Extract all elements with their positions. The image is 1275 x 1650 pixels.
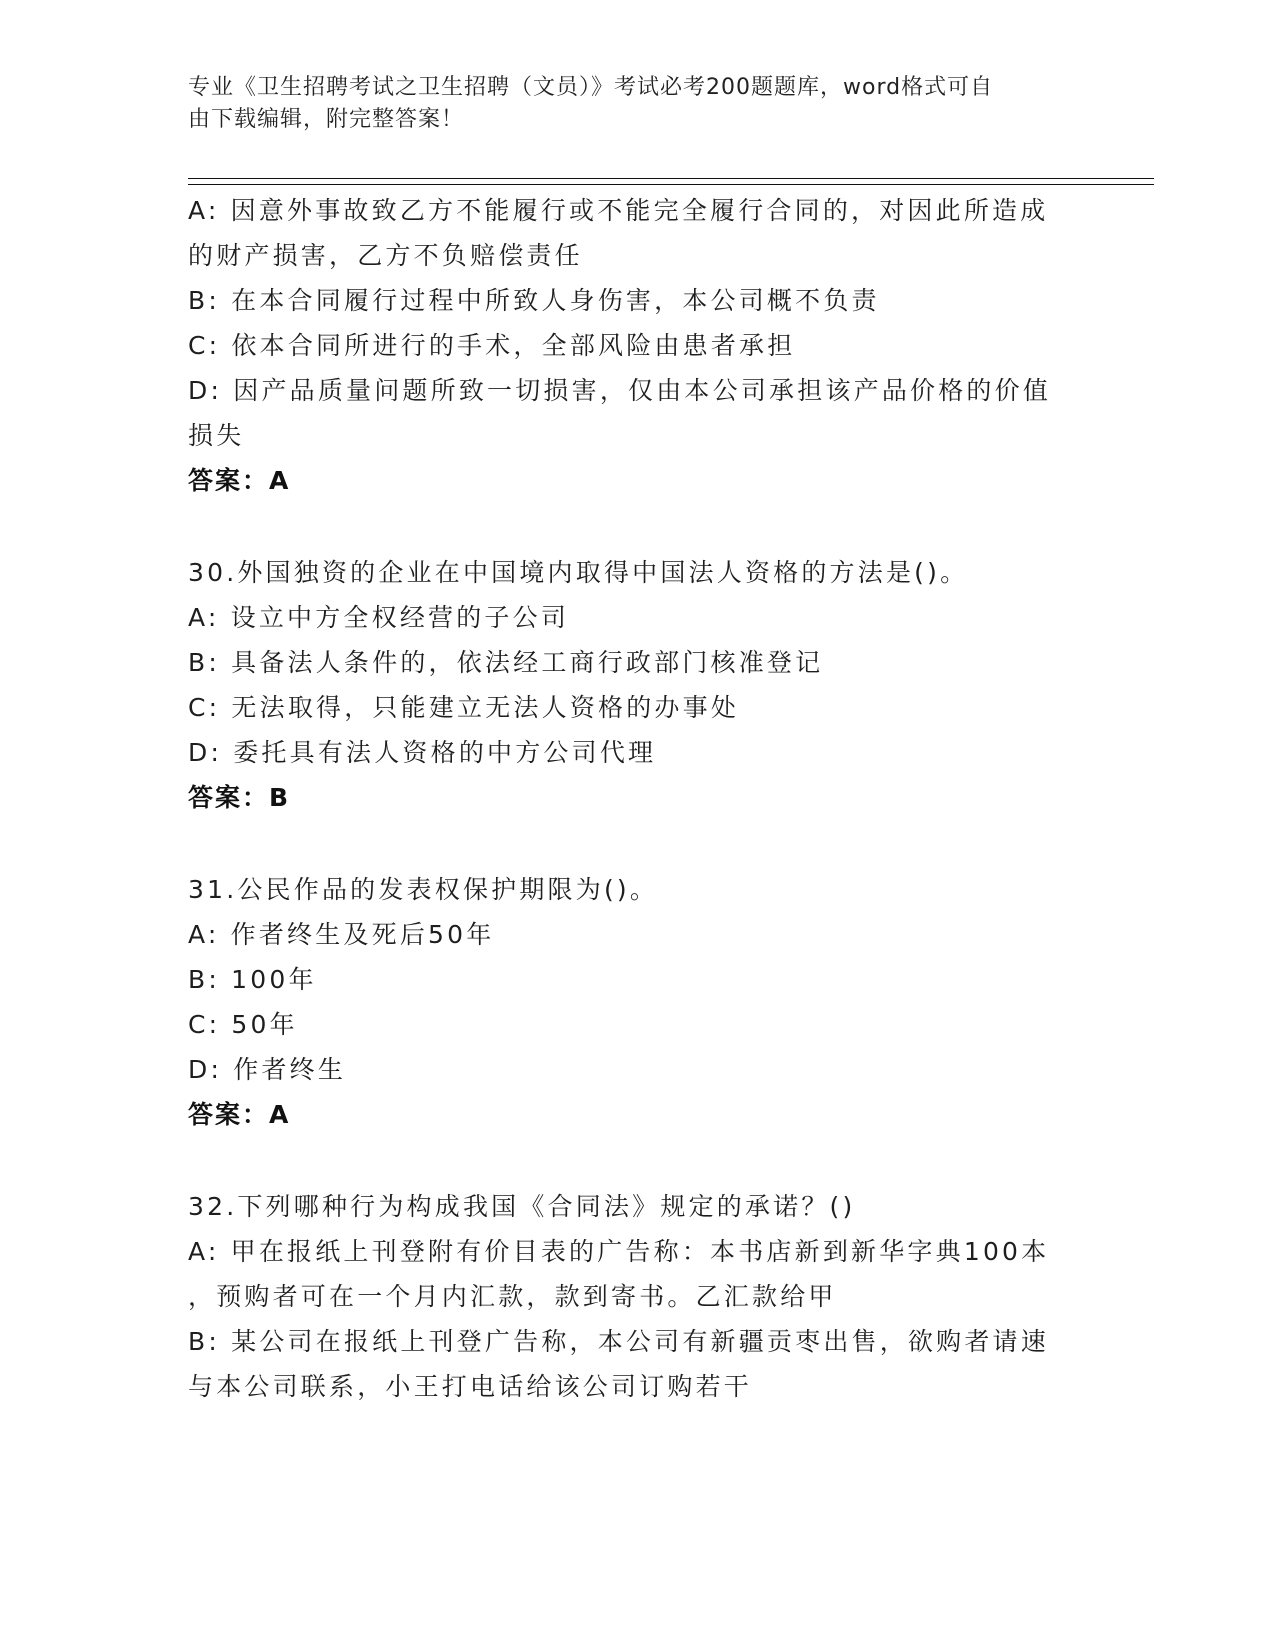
header-title-line-2: 由下载编辑，附完整答案！	[188, 107, 465, 132]
question-32	[188, 1184, 1068, 1409]
option-c: C: 依本合同所进行的手术，全部风险由患者承担	[188, 331, 796, 360]
option-c: C: 无法取得，只能建立无法人资格的办事处	[188, 693, 740, 722]
question-29-continued	[188, 188, 1068, 503]
option-a: A: 设立中方全权经营的子公司	[188, 603, 570, 632]
spacer	[188, 503, 1068, 550]
option-d-line-2: 损失	[188, 421, 245, 450]
spacer	[188, 1137, 1068, 1184]
question-stem: 31.公民作品的发表权保护期限为()。	[188, 875, 659, 904]
option-d: D: 作者终生	[188, 1055, 347, 1084]
option-d-line-1: D: 因产品质量问题所致一切损害，仅由本公司承担该产品价格的价值	[188, 376, 1052, 405]
question-30	[188, 550, 1068, 820]
option-b: B: 具备法人条件的，依法经工商行政部门核准登记	[188, 648, 824, 677]
option-a-line-2: 的财产损害，乙方不负赔偿责任	[188, 241, 583, 270]
option-a-line-2: ，预购者可在一个月内汇款，款到寄书。乙汇款给甲	[188, 1282, 837, 1311]
document-header	[188, 72, 1068, 136]
option-b-line-2: 与本公司联系，小王打电话给该公司订购若干	[188, 1372, 753, 1401]
answer-label: 答案：A	[188, 466, 291, 495]
answer-label: 答案：B	[188, 783, 291, 812]
option-b: B: 在本合同履行过程中所致人身伤害，本公司概不负责	[188, 286, 880, 315]
header-divider-bottom	[188, 184, 1154, 185]
question-stem: 30.外国独资的企业在中国境内取得中国法人资格的方法是()。	[188, 558, 969, 587]
answer-label: 答案：A	[188, 1100, 291, 1129]
question-31	[188, 867, 1068, 1137]
question-stem: 32.下列哪种行为构成我国《合同法》规定的承诺？()	[188, 1192, 856, 1221]
option-a-line-1: A: 甲在报纸上刊登附有价目表的广告称：本书店新到新华字典100本	[188, 1237, 1050, 1266]
header-title-line-1: 专业《卫生招聘考试之卫生招聘（文员）》考试必考200题题库，word格式可自	[188, 75, 994, 100]
header-divider-top	[188, 178, 1154, 179]
document-body	[188, 188, 1068, 1409]
option-a-line-1: A: 因意外事故致乙方不能履行或不能完全履行合同的，对因此所造成	[188, 196, 1049, 225]
option-b-line-1: B: 某公司在报纸上刊登广告称，本公司有新疆贡枣出售，欲购者请速	[188, 1327, 1049, 1356]
option-d: D: 委托具有法人资格的中方公司代理	[188, 738, 657, 767]
option-a: A: 作者终生及死后50年	[188, 920, 495, 949]
spacer	[188, 820, 1068, 867]
option-c: C: 50年	[188, 1010, 298, 1039]
option-b: B: 100年	[188, 965, 317, 994]
